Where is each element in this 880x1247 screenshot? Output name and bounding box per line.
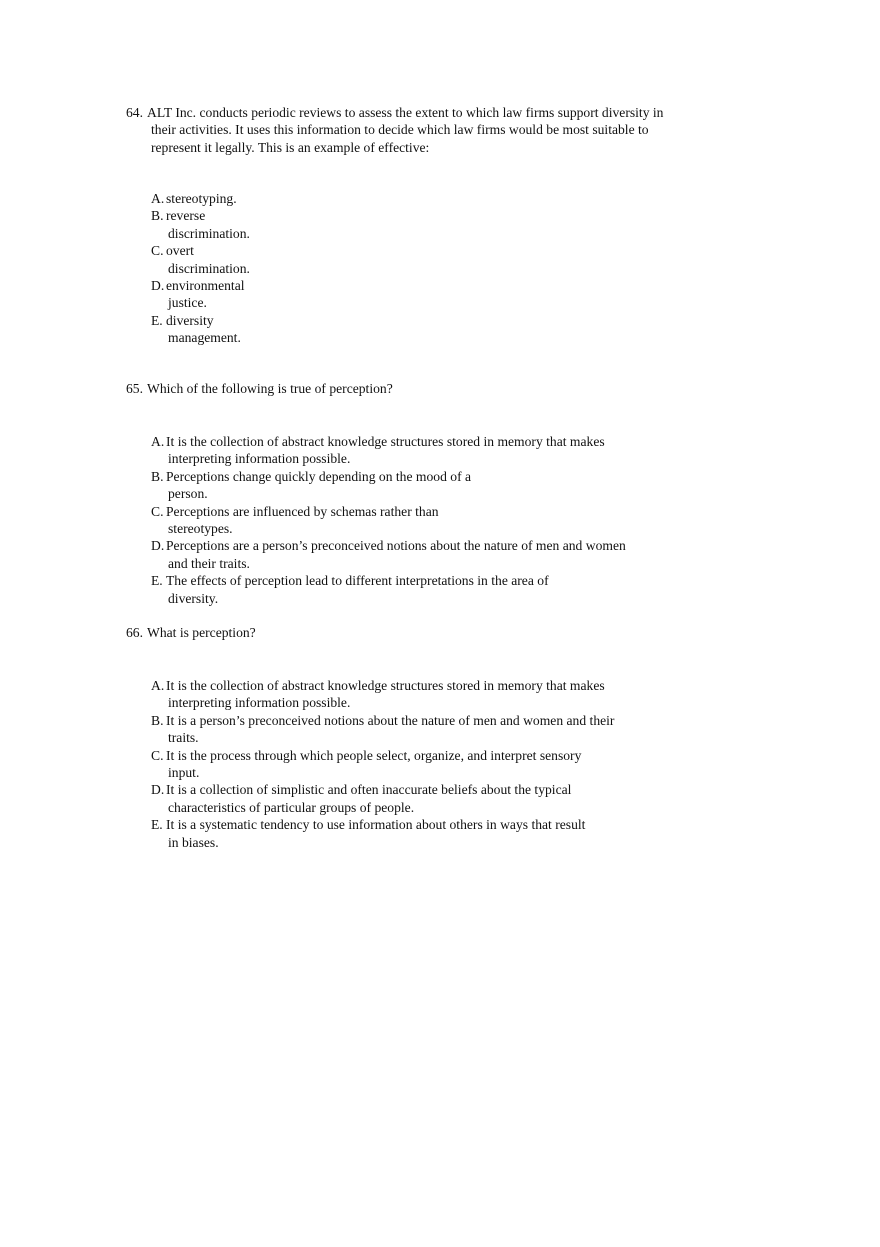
option-text: It is a collection of simplistic and often inaccurate beliefs about the typical characteristics of particular groups of people. bbox=[166, 782, 572, 815]
option-letter: D. bbox=[151, 538, 165, 554]
option-letter: E. bbox=[151, 312, 163, 328]
answer-options bbox=[151, 190, 259, 347]
question-number: 65. bbox=[126, 381, 143, 396]
option-text: Perceptions change quickly depending on the mood of a person. bbox=[166, 468, 472, 502]
answer-option[interactable] bbox=[151, 242, 259, 277]
question-text: ALT Inc. conducts periodic reviews to assess the extent to which law firms support diversity in their activities. It uses this information to decide which law firms would be most suitable to represent it legally. This is an example of effective: bbox=[147, 105, 664, 155]
answer-option[interactable] bbox=[151, 572, 578, 607]
option-text: Perceptions are influenced by schemas rather than stereotypes. bbox=[166, 503, 439, 537]
question-text: What is perception? bbox=[147, 625, 256, 640]
option-letter: D. bbox=[151, 278, 165, 294]
option-letter: B. bbox=[151, 208, 164, 224]
question-66 bbox=[126, 624, 666, 641]
answer-option[interactable] bbox=[151, 433, 653, 468]
option-letter: B. bbox=[151, 712, 164, 728]
answer-option[interactable] bbox=[151, 468, 513, 503]
answer-option[interactable] bbox=[151, 816, 598, 851]
question-number: 66. bbox=[126, 625, 143, 640]
option-letter: C. bbox=[151, 243, 164, 259]
option-letter: E. bbox=[151, 817, 163, 833]
option-text: Perceptions are a person’s preconceived notions about the nature of men and women and their traits. bbox=[166, 538, 626, 571]
question-text: Which of the following is true of perception? bbox=[147, 381, 393, 396]
option-letter: D. bbox=[151, 782, 165, 798]
answer-options bbox=[151, 433, 641, 607]
question-65 bbox=[126, 380, 666, 397]
answer-option[interactable] bbox=[151, 537, 628, 572]
option-letter: A. bbox=[151, 191, 165, 206]
answer-option[interactable] bbox=[151, 747, 583, 782]
answer-option[interactable] bbox=[151, 781, 618, 816]
answer-option[interactable] bbox=[151, 312, 259, 347]
option-text: stereotyping. bbox=[166, 191, 237, 206]
option-text: It is the collection of abstract knowledge structures stored in memory that makes interpreting information possible. bbox=[166, 434, 605, 467]
option-letter: A. bbox=[151, 434, 165, 449]
option-letter: E. bbox=[151, 573, 163, 589]
question-number: 64. bbox=[126, 105, 143, 120]
option-text: reverse discrimination. bbox=[166, 208, 250, 241]
option-letter: B. bbox=[151, 468, 164, 484]
answer-option[interactable] bbox=[151, 207, 259, 242]
option-letter: A. bbox=[151, 678, 165, 693]
answer-options bbox=[151, 677, 641, 851]
question-stem bbox=[126, 380, 666, 397]
question-stem bbox=[126, 624, 666, 641]
answer-option[interactable] bbox=[151, 712, 633, 747]
answer-option[interactable] bbox=[151, 277, 259, 312]
question-64 bbox=[126, 104, 666, 156]
answer-option[interactable] bbox=[151, 503, 478, 538]
option-text: It is a systematic tendency to use information about others in ways that result in biases. bbox=[166, 817, 586, 850]
option-text: The effects of perception lead to different interpretations in the area of diversity. bbox=[166, 573, 549, 606]
option-text: It is the collection of abstract knowledge structures stored in memory that makes interpreting information possible. bbox=[166, 678, 605, 711]
option-letter: C. bbox=[151, 503, 164, 519]
answer-option[interactable] bbox=[151, 190, 259, 207]
option-text: It is the process through which people select, organize, and interpret sensory input. bbox=[166, 747, 582, 781]
option-text: overt discrimination. bbox=[166, 243, 250, 276]
question-stem bbox=[126, 104, 666, 156]
option-letter: C. bbox=[151, 747, 164, 763]
option-text: diversity management. bbox=[166, 312, 241, 346]
answer-option[interactable] bbox=[151, 677, 653, 712]
option-text: It is a person’s preconceived notions about the nature of men and women and their traits. bbox=[166, 712, 615, 746]
option-text: environmental justice. bbox=[166, 278, 245, 311]
